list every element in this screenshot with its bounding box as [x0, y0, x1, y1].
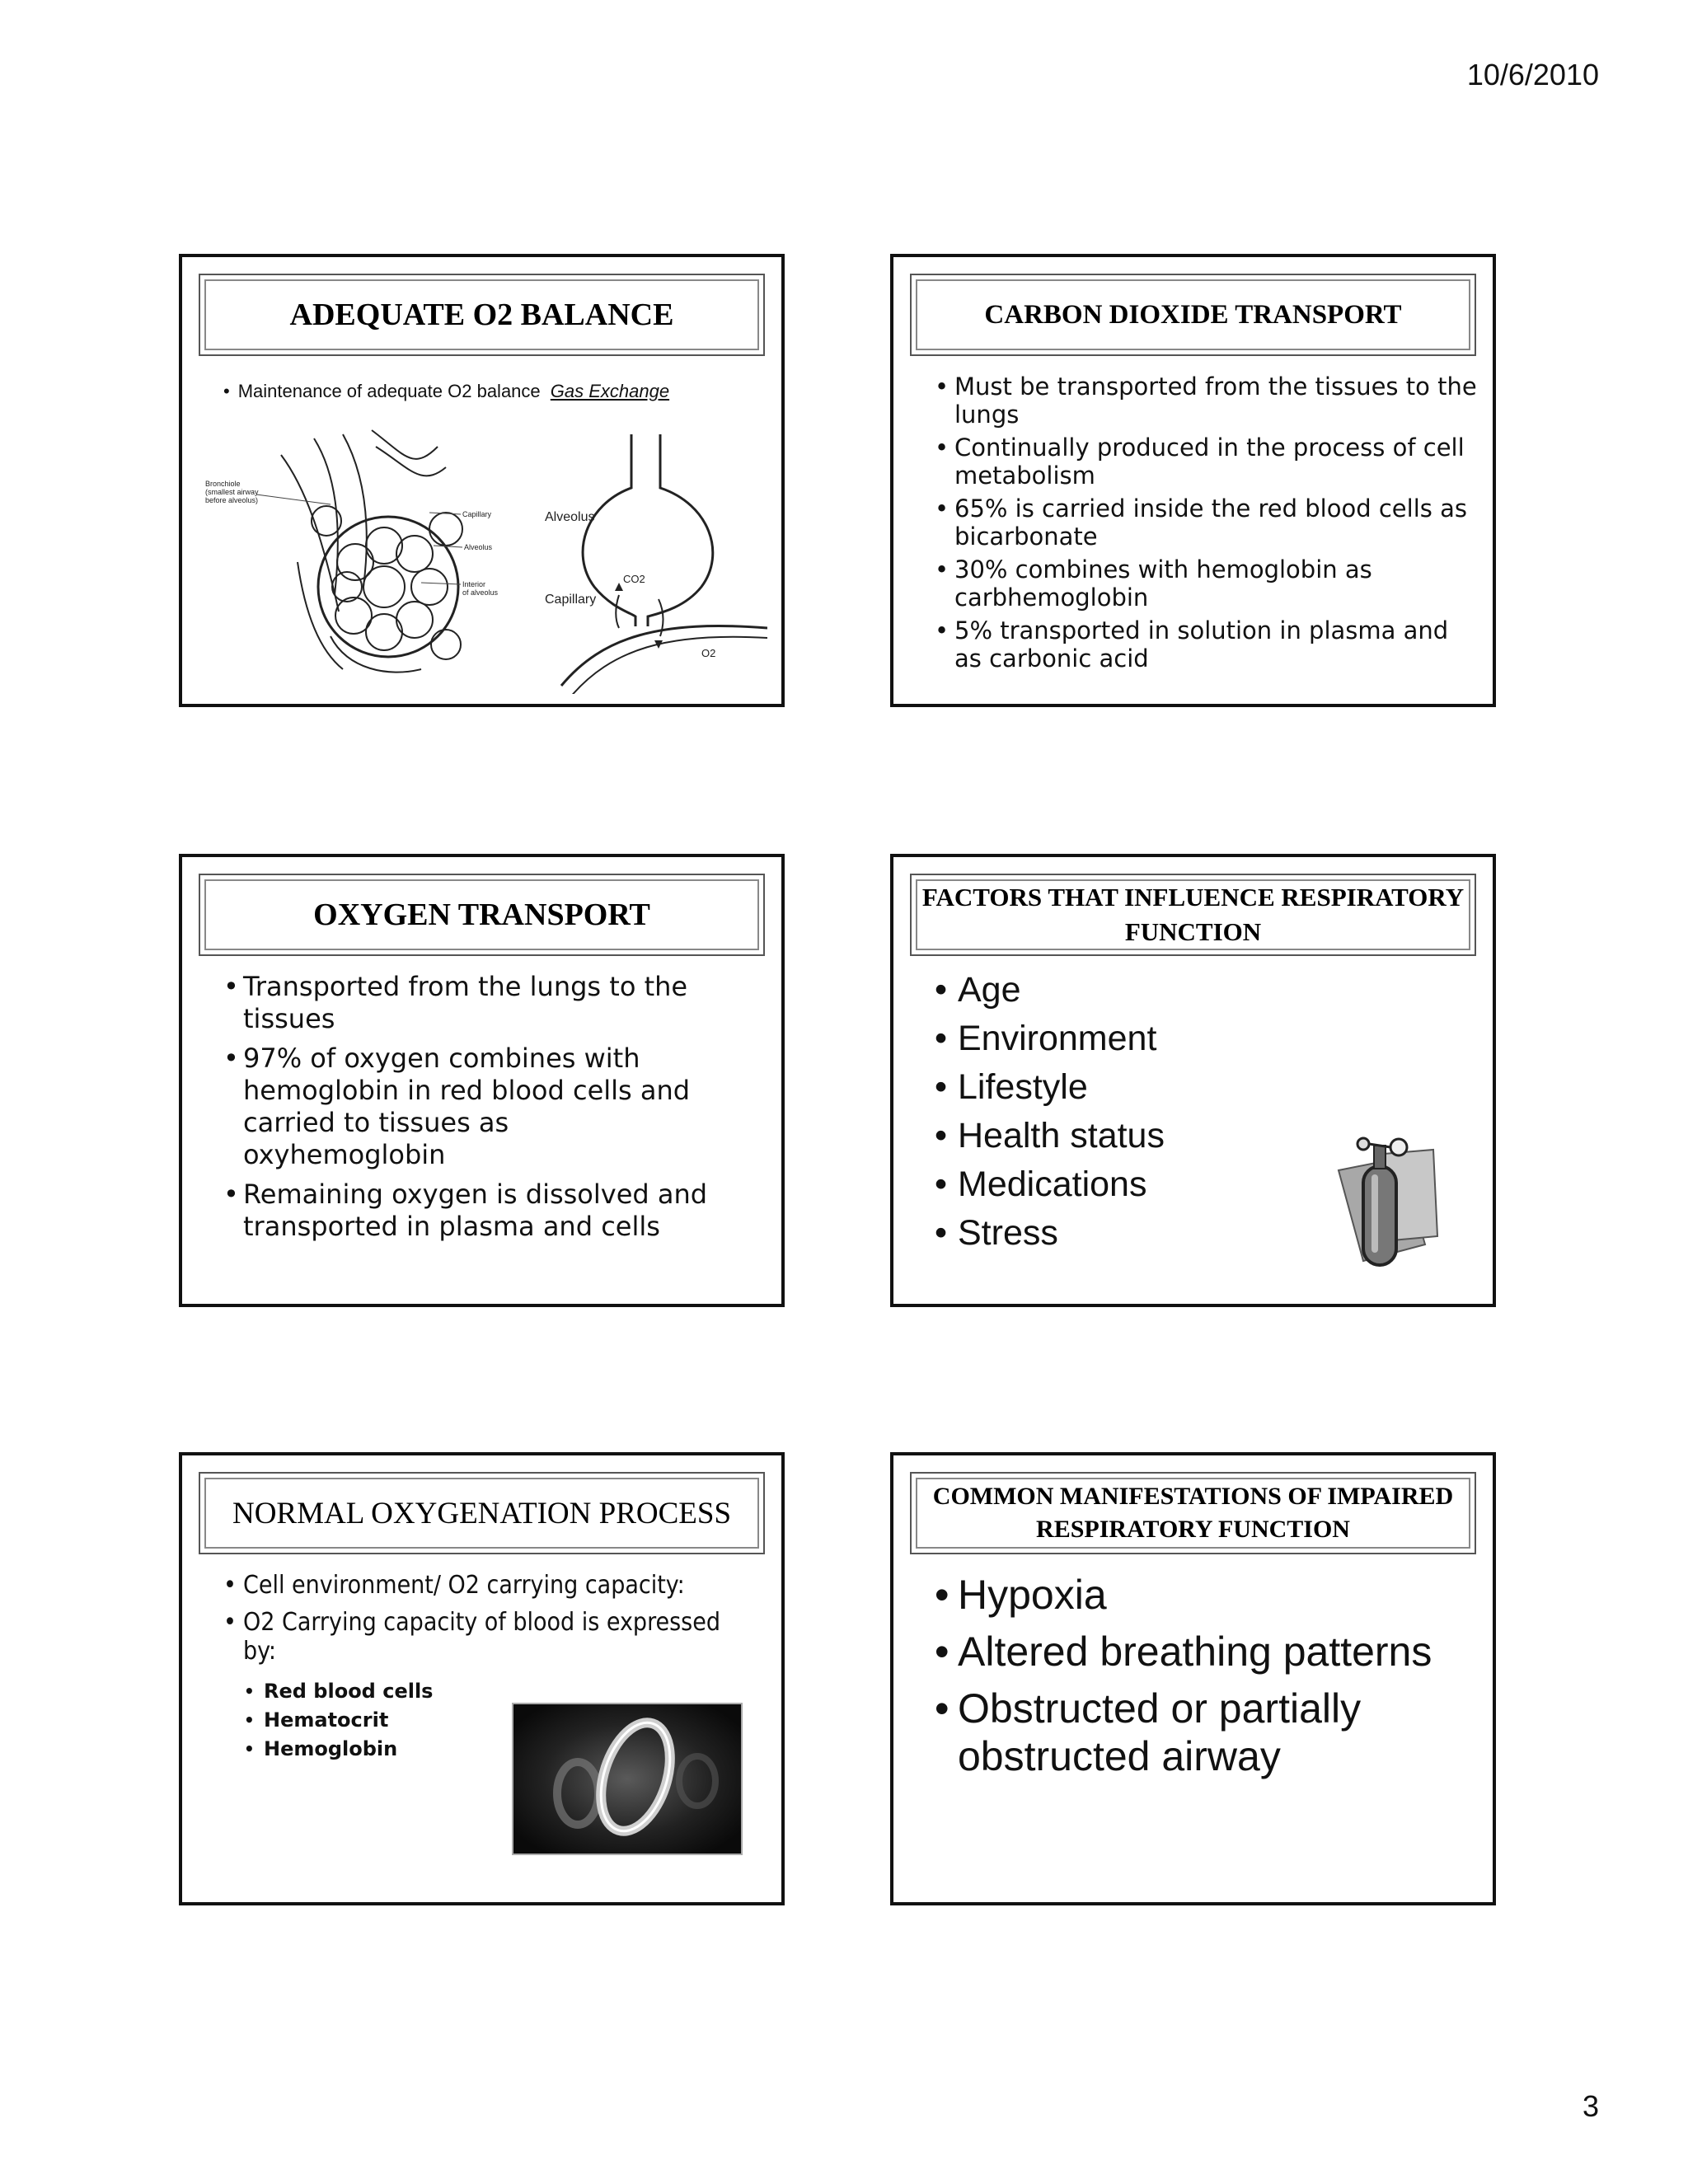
gas-exchange-diagram: [199, 422, 767, 694]
slide-title: ADEQUATE O2 BALANCE: [204, 279, 759, 350]
slide-adequate-o2-balance: [179, 254, 785, 707]
sub-list-item: • Red blood cells: [244, 1677, 433, 1706]
slide-title: OXYGEN TRANSPORT: [204, 879, 759, 950]
slide-title-frame: [910, 1472, 1476, 1554]
slide-factors-respiratory-function: [890, 854, 1496, 1307]
list-item: • Cell environment/ O2 carrying capacity:: [223, 1571, 751, 1600]
label-o2: O2: [701, 647, 716, 659]
list-item: • Transported from the lungs to the tissues: [223, 971, 718, 1035]
slide-normal-oxygenation-process: [179, 1452, 785, 1905]
label-interior: Interior: [462, 580, 486, 588]
list-item: • Medications: [935, 1160, 1165, 1209]
slide-title-frame: [199, 874, 765, 956]
slide-title: CARBON DIOXIDE TRANSPORT: [916, 279, 1470, 350]
list-item: • 30% combines with hemoglobin as carbhemoglobin: [935, 555, 1479, 612]
list-item: • Remaining oxygen is dissolved and transported in plasma and cells: [223, 1179, 718, 1243]
label-alveolus: Alveolus: [545, 510, 595, 524]
list-item: • Lifestyle: [935, 1063, 1165, 1112]
list-item: • Altered breathing patterns: [935, 1628, 1479, 1675]
list-item: • 5% transported in solution in plasma and as carbonic acid: [935, 616, 1479, 673]
slide-title-frame: [910, 274, 1476, 356]
label-capillary-small: Capillary: [462, 510, 492, 518]
slide-oxygen-transport: [179, 854, 785, 1307]
bullet-line: [223, 381, 669, 402]
list-item: • 65% is carried inside the red blood cells as bicarbonate: [935, 494, 1479, 551]
slide-title-frame: [199, 274, 765, 356]
bronchiole-illustration: [281, 430, 462, 673]
page-date: 10/6/2010: [1466, 58, 1599, 91]
list-item: • Hypoxia: [935, 1571, 1479, 1619]
sub-list-item: • Hemoglobin: [244, 1735, 433, 1764]
list-item: • Stress: [935, 1209, 1165, 1258]
slide-title-frame: [910, 874, 1476, 956]
list-item: • Continually produced in the process of cell metabolism: [935, 434, 1479, 490]
bullet-list: [223, 971, 718, 1243]
bullet-list: [935, 373, 1479, 673]
label-co2: CO2: [623, 573, 645, 585]
slide-title: COMMON MANIFESTATIONS OF IMPAIRED RESPIRATORY FUNCTION: [916, 1478, 1470, 1549]
slide-title-frame: [199, 1472, 765, 1554]
list-item: • Environment: [935, 1015, 1165, 1063]
list-item: • 97% of oxygen combines with hemoglobin in red blood cells and carried to tissues as oxyhemoglobin: [223, 1043, 718, 1171]
bullet-list: [223, 1571, 751, 1666]
list-item: • Must be transported from the tissues to the lungs: [935, 373, 1479, 429]
slide-carbon-dioxide-transport: [890, 254, 1496, 707]
oxygen-glow-image: [512, 1703, 743, 1855]
sub-list-item: • Hematocrit: [244, 1706, 433, 1735]
slide-title: NORMAL OXYGENATION PROCESS: [204, 1478, 759, 1549]
sub-bullet-list: [244, 1677, 433, 1764]
bullet-text: Maintenance of adequate O2 balance: [237, 381, 541, 401]
gas-exchange-link[interactable]: Gas Exchange: [550, 381, 670, 401]
label-bronchiole: Bronchiole: [205, 480, 241, 488]
page-number: 3: [1582, 2089, 1599, 2123]
svg-text:before alveolus): before alveolus): [205, 496, 259, 504]
slide-common-manifestations: [890, 1452, 1496, 1905]
svg-text:(smallest airway: (smallest airway: [205, 488, 259, 496]
list-item: • Health status: [935, 1112, 1165, 1160]
bullet-list: [935, 966, 1165, 1258]
list-item: • Obstructed or partially obstructed airway: [935, 1685, 1479, 1780]
slide-title: FACTORS THAT INFLUENCE RESPIRATORY FUNCTION: [916, 879, 1470, 950]
label-capillary: Capillary: [545, 593, 597, 607]
list-item: • Age: [935, 966, 1165, 1015]
svg-text:of alveolus: of alveolus: [462, 588, 499, 597]
list-item: • O2 Carrying capacity of blood is expressed by:: [223, 1608, 751, 1666]
bullet-list: [935, 1571, 1479, 1780]
oxygen-tank-icon: [1326, 1129, 1450, 1277]
label-alveolus-small: Alveolus: [464, 543, 493, 551]
alveolus-capillary-illustration: [561, 434, 767, 694]
bullet-dot: •: [223, 381, 230, 401]
